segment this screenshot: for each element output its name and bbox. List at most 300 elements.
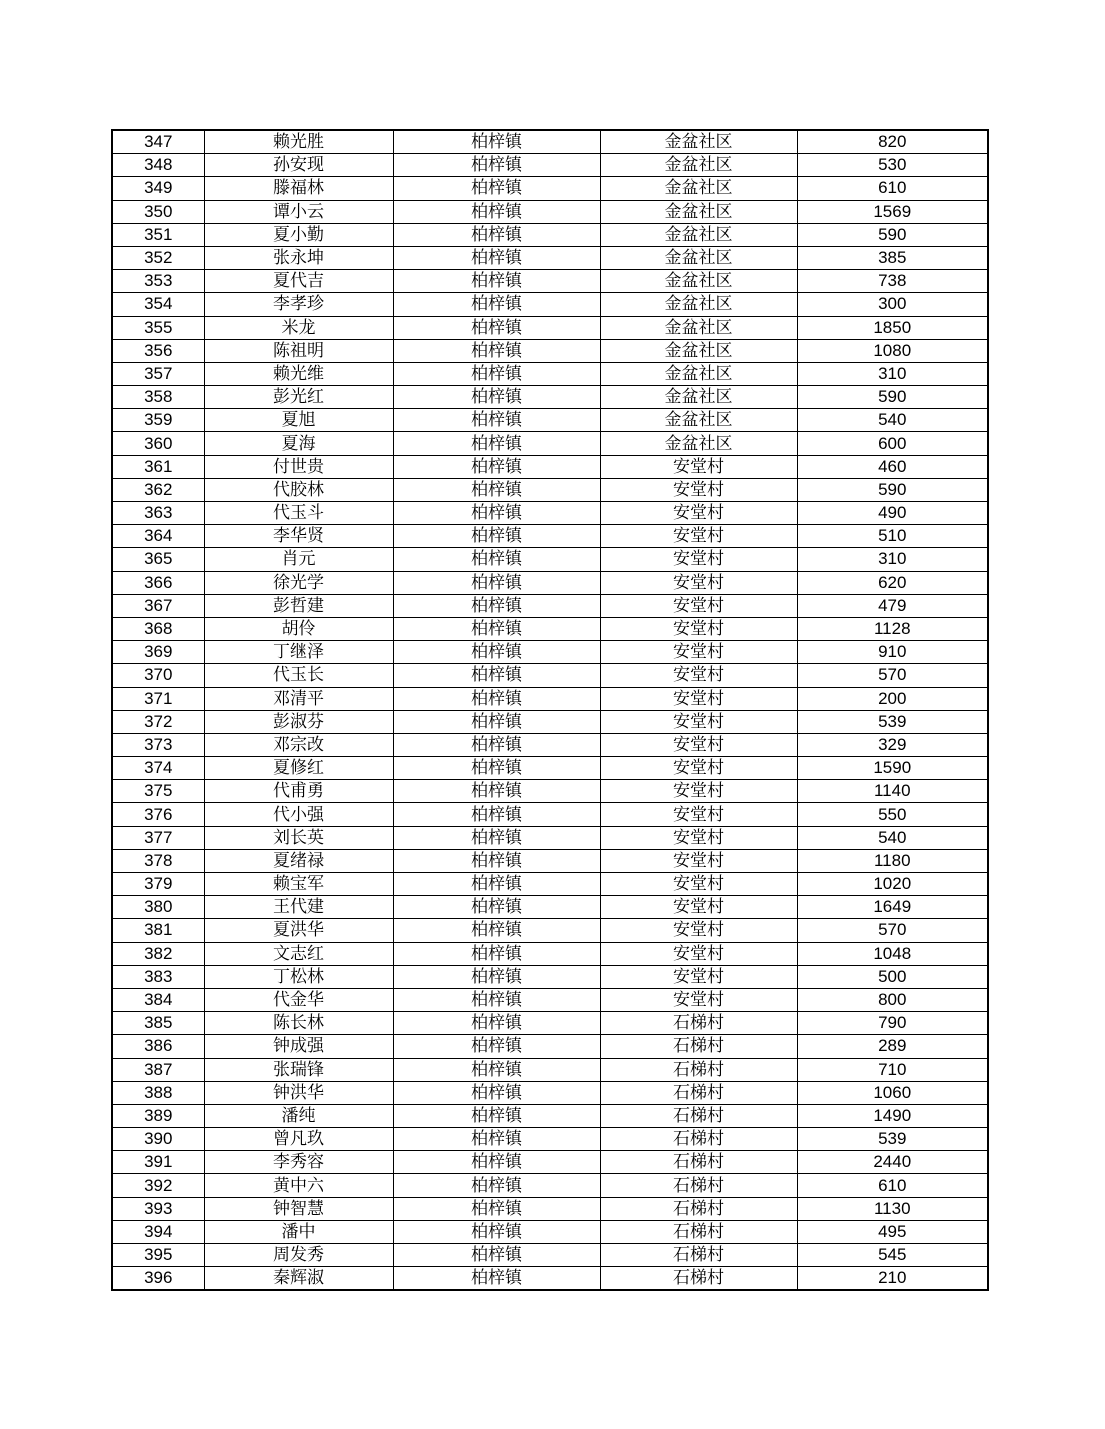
name-cell: 邓清平 (204, 687, 393, 710)
village-cell: 金盆社区 (600, 177, 797, 200)
town-cell: 柏梓镇 (393, 710, 600, 733)
village-cell: 金盆社区 (600, 223, 797, 246)
amount-cell: 570 (797, 664, 988, 687)
town-cell: 柏梓镇 (393, 664, 600, 687)
village-cell: 石梯村 (600, 1267, 797, 1291)
row-number-cell: 376 (112, 803, 204, 826)
name-cell: 夏洪华 (204, 919, 393, 942)
name-cell: 钟洪华 (204, 1081, 393, 1104)
village-cell: 石梯村 (600, 1197, 797, 1220)
table-row (112, 386, 988, 409)
table-row (112, 873, 988, 896)
village-cell: 安堂村 (600, 502, 797, 525)
name-cell: 代甫勇 (204, 780, 393, 803)
row-number-cell: 359 (112, 409, 204, 432)
table-row (112, 641, 988, 664)
town-cell: 柏梓镇 (393, 641, 600, 664)
town-cell: 柏梓镇 (393, 919, 600, 942)
town-cell: 柏梓镇 (393, 293, 600, 316)
village-cell: 金盆社区 (600, 362, 797, 385)
table-row (112, 502, 988, 525)
town-cell: 柏梓镇 (393, 455, 600, 478)
amount-cell: 210 (797, 1267, 988, 1291)
table-row (112, 896, 988, 919)
row-number-cell: 351 (112, 223, 204, 246)
town-cell: 柏梓镇 (393, 873, 600, 896)
name-cell: 邓宗改 (204, 733, 393, 756)
town-cell: 柏梓镇 (393, 1151, 600, 1174)
town-cell: 柏梓镇 (393, 432, 600, 455)
row-number-cell: 371 (112, 687, 204, 710)
name-cell: 赖宝军 (204, 873, 393, 896)
table-row (112, 409, 988, 432)
amount-cell: 710 (797, 1058, 988, 1081)
row-number-cell: 353 (112, 270, 204, 293)
row-number-cell: 386 (112, 1035, 204, 1058)
amount-cell: 1130 (797, 1197, 988, 1220)
village-cell: 安堂村 (600, 873, 797, 896)
amount-cell: 1590 (797, 757, 988, 780)
town-cell: 柏梓镇 (393, 965, 600, 988)
town-cell: 柏梓镇 (393, 386, 600, 409)
village-cell: 安堂村 (600, 455, 797, 478)
amount-cell: 1048 (797, 942, 988, 965)
table-row (112, 455, 988, 478)
table-row (112, 1081, 988, 1104)
village-cell: 安堂村 (600, 988, 797, 1011)
row-number-cell: 368 (112, 617, 204, 640)
row-number-cell: 356 (112, 339, 204, 362)
town-cell: 柏梓镇 (393, 1244, 600, 1267)
row-number-cell: 362 (112, 478, 204, 501)
village-cell: 安堂村 (600, 641, 797, 664)
amount-cell: 530 (797, 154, 988, 177)
name-cell: 秦辉淑 (204, 1267, 393, 1291)
table-row (112, 1220, 988, 1243)
village-cell: 安堂村 (600, 849, 797, 872)
name-cell: 肖元 (204, 548, 393, 571)
table-row (112, 362, 988, 385)
village-cell: 金盆社区 (600, 154, 797, 177)
village-cell: 石梯村 (600, 1128, 797, 1151)
town-cell: 柏梓镇 (393, 1267, 600, 1291)
amount-cell: 1649 (797, 896, 988, 919)
village-cell: 安堂村 (600, 617, 797, 640)
table-row (112, 1197, 988, 1220)
row-number-cell: 382 (112, 942, 204, 965)
village-cell: 石梯村 (600, 1104, 797, 1127)
village-cell: 石梯村 (600, 1220, 797, 1243)
amount-cell: 310 (797, 362, 988, 385)
table-row (112, 246, 988, 269)
name-cell: 彭光红 (204, 386, 393, 409)
amount-cell: 590 (797, 223, 988, 246)
village-cell: 安堂村 (600, 896, 797, 919)
amount-cell: 500 (797, 965, 988, 988)
amount-cell: 610 (797, 1174, 988, 1197)
amount-cell: 620 (797, 571, 988, 594)
village-cell: 金盆社区 (600, 316, 797, 339)
village-cell: 安堂村 (600, 548, 797, 571)
table-row (112, 571, 988, 594)
town-cell: 柏梓镇 (393, 525, 600, 548)
row-number-cell: 354 (112, 293, 204, 316)
town-cell: 柏梓镇 (393, 130, 600, 154)
row-number-cell: 374 (112, 757, 204, 780)
amount-cell: 200 (797, 687, 988, 710)
town-cell: 柏梓镇 (393, 826, 600, 849)
row-number-cell: 387 (112, 1058, 204, 1081)
row-number-cell: 363 (112, 502, 204, 525)
town-cell: 柏梓镇 (393, 849, 600, 872)
amount-cell: 1180 (797, 849, 988, 872)
row-number-cell: 391 (112, 1151, 204, 1174)
amount-cell: 540 (797, 409, 988, 432)
row-number-cell: 358 (112, 386, 204, 409)
amount-cell: 539 (797, 710, 988, 733)
village-cell: 石梯村 (600, 1174, 797, 1197)
table-row (112, 339, 988, 362)
name-cell: 文志红 (204, 942, 393, 965)
village-cell: 石梯村 (600, 1151, 797, 1174)
name-cell: 代玉长 (204, 664, 393, 687)
amount-cell: 385 (797, 246, 988, 269)
table-row (112, 177, 988, 200)
table-row (112, 826, 988, 849)
village-cell: 金盆社区 (600, 386, 797, 409)
amount-cell: 545 (797, 1244, 988, 1267)
name-cell: 王代建 (204, 896, 393, 919)
name-cell: 谭小云 (204, 200, 393, 223)
village-cell: 安堂村 (600, 687, 797, 710)
row-number-cell: 347 (112, 130, 204, 154)
amount-cell: 495 (797, 1220, 988, 1243)
amount-cell: 1128 (797, 617, 988, 640)
row-number-cell: 395 (112, 1244, 204, 1267)
amount-cell: 300 (797, 293, 988, 316)
village-cell: 安堂村 (600, 803, 797, 826)
amount-cell: 570 (797, 919, 988, 942)
village-cell: 安堂村 (600, 525, 797, 548)
town-cell: 柏梓镇 (393, 316, 600, 339)
table-row (112, 1128, 988, 1151)
town-cell: 柏梓镇 (393, 571, 600, 594)
amount-cell: 610 (797, 177, 988, 200)
amount-cell: 310 (797, 548, 988, 571)
name-cell: 代玉斗 (204, 502, 393, 525)
row-number-cell: 349 (112, 177, 204, 200)
row-number-cell: 384 (112, 988, 204, 1011)
table-row (112, 478, 988, 501)
town-cell: 柏梓镇 (393, 803, 600, 826)
row-number-cell: 394 (112, 1220, 204, 1243)
village-cell: 石梯村 (600, 1058, 797, 1081)
town-cell: 柏梓镇 (393, 942, 600, 965)
name-cell: 曾凡玖 (204, 1128, 393, 1151)
name-cell: 张瑞锋 (204, 1058, 393, 1081)
name-cell: 钟成强 (204, 1035, 393, 1058)
village-cell: 石梯村 (600, 1035, 797, 1058)
name-cell: 代小强 (204, 803, 393, 826)
name-cell: 胡伶 (204, 617, 393, 640)
row-number-cell: 381 (112, 919, 204, 942)
table-row (112, 130, 988, 154)
village-cell: 金盆社区 (600, 432, 797, 455)
table-row (112, 1267, 988, 1291)
town-cell: 柏梓镇 (393, 594, 600, 617)
row-number-cell: 393 (112, 1197, 204, 1220)
row-number-cell: 390 (112, 1128, 204, 1151)
table-row (112, 780, 988, 803)
row-number-cell: 372 (112, 710, 204, 733)
name-cell: 夏绪禄 (204, 849, 393, 872)
row-number-cell: 357 (112, 362, 204, 385)
table-row (112, 757, 988, 780)
row-number-cell: 396 (112, 1267, 204, 1291)
town-cell: 柏梓镇 (393, 200, 600, 223)
name-cell: 彭淑芬 (204, 710, 393, 733)
table-row (112, 316, 988, 339)
amount-cell: 289 (797, 1035, 988, 1058)
village-cell: 石梯村 (600, 1081, 797, 1104)
table-row (112, 733, 988, 756)
town-cell: 柏梓镇 (393, 409, 600, 432)
row-number-cell: 377 (112, 826, 204, 849)
table-row (112, 803, 988, 826)
town-cell: 柏梓镇 (393, 223, 600, 246)
town-cell: 柏梓镇 (393, 733, 600, 756)
row-number-cell: 392 (112, 1174, 204, 1197)
table-row (112, 965, 988, 988)
row-number-cell: 389 (112, 1104, 204, 1127)
table-row (112, 525, 988, 548)
row-number-cell: 360 (112, 432, 204, 455)
name-cell: 徐光学 (204, 571, 393, 594)
table-row (112, 1174, 988, 1197)
name-cell: 滕福林 (204, 177, 393, 200)
village-cell: 安堂村 (600, 594, 797, 617)
amount-cell: 790 (797, 1012, 988, 1035)
name-cell: 刘长英 (204, 826, 393, 849)
name-cell: 李华贤 (204, 525, 393, 548)
table-row (112, 548, 988, 571)
amount-cell: 1060 (797, 1081, 988, 1104)
amount-cell: 590 (797, 478, 988, 501)
table-row (112, 1012, 988, 1035)
village-cell: 安堂村 (600, 942, 797, 965)
town-cell: 柏梓镇 (393, 1081, 600, 1104)
amount-cell: 820 (797, 130, 988, 154)
name-cell: 赖光胜 (204, 130, 393, 154)
table-row (112, 200, 988, 223)
name-cell: 夏代吉 (204, 270, 393, 293)
town-cell: 柏梓镇 (393, 270, 600, 293)
amount-cell: 1020 (797, 873, 988, 896)
name-cell: 李孝珍 (204, 293, 393, 316)
town-cell: 柏梓镇 (393, 548, 600, 571)
row-number-cell: 383 (112, 965, 204, 988)
table-row (112, 594, 988, 617)
village-cell: 金盆社区 (600, 130, 797, 154)
table-row (112, 1104, 988, 1127)
town-cell: 柏梓镇 (393, 1012, 600, 1035)
name-cell: 夏小勤 (204, 223, 393, 246)
town-cell: 柏梓镇 (393, 617, 600, 640)
village-cell: 安堂村 (600, 965, 797, 988)
name-cell: 孙安现 (204, 154, 393, 177)
name-cell: 代金华 (204, 988, 393, 1011)
village-cell: 安堂村 (600, 733, 797, 756)
village-cell: 金盆社区 (600, 293, 797, 316)
town-cell: 柏梓镇 (393, 988, 600, 1011)
amount-cell: 1080 (797, 339, 988, 362)
table-row (112, 988, 988, 1011)
village-cell: 安堂村 (600, 780, 797, 803)
amount-cell: 329 (797, 733, 988, 756)
table-row (112, 1244, 988, 1267)
data-table (111, 129, 989, 1291)
amount-cell: 738 (797, 270, 988, 293)
row-number-cell: 367 (112, 594, 204, 617)
amount-cell: 2440 (797, 1151, 988, 1174)
row-number-cell: 370 (112, 664, 204, 687)
name-cell: 付世贵 (204, 455, 393, 478)
town-cell: 柏梓镇 (393, 177, 600, 200)
name-cell: 丁松林 (204, 965, 393, 988)
table-row (112, 664, 988, 687)
table-row (112, 270, 988, 293)
name-cell: 李秀容 (204, 1151, 393, 1174)
row-number-cell: 379 (112, 873, 204, 896)
row-number-cell: 355 (112, 316, 204, 339)
row-number-cell: 352 (112, 246, 204, 269)
town-cell: 柏梓镇 (393, 1220, 600, 1243)
table-row (112, 293, 988, 316)
table-row (112, 1058, 988, 1081)
amount-cell: 1850 (797, 316, 988, 339)
town-cell: 柏梓镇 (393, 246, 600, 269)
name-cell: 黄中六 (204, 1174, 393, 1197)
amount-cell: 800 (797, 988, 988, 1011)
village-cell: 石梯村 (600, 1244, 797, 1267)
amount-cell: 479 (797, 594, 988, 617)
town-cell: 柏梓镇 (393, 780, 600, 803)
name-cell: 夏旭 (204, 409, 393, 432)
village-cell: 安堂村 (600, 757, 797, 780)
row-number-cell: 365 (112, 548, 204, 571)
table-row (112, 223, 988, 246)
row-number-cell: 369 (112, 641, 204, 664)
row-number-cell: 380 (112, 896, 204, 919)
town-cell: 柏梓镇 (393, 1104, 600, 1127)
town-cell: 柏梓镇 (393, 1058, 600, 1081)
amount-cell: 1490 (797, 1104, 988, 1127)
village-cell: 安堂村 (600, 571, 797, 594)
table-row (112, 617, 988, 640)
table-row (112, 1035, 988, 1058)
table-row (112, 1151, 988, 1174)
town-cell: 柏梓镇 (393, 362, 600, 385)
row-number-cell: 361 (112, 455, 204, 478)
village-cell: 安堂村 (600, 478, 797, 501)
town-cell: 柏梓镇 (393, 1128, 600, 1151)
town-cell: 柏梓镇 (393, 154, 600, 177)
name-cell: 潘中 (204, 1220, 393, 1243)
village-cell: 金盆社区 (600, 246, 797, 269)
name-cell: 丁继泽 (204, 641, 393, 664)
town-cell: 柏梓镇 (393, 502, 600, 525)
row-number-cell: 388 (112, 1081, 204, 1104)
town-cell: 柏梓镇 (393, 687, 600, 710)
amount-cell: 910 (797, 641, 988, 664)
name-cell: 代胶林 (204, 478, 393, 501)
town-cell: 柏梓镇 (393, 1035, 600, 1058)
amount-cell: 539 (797, 1128, 988, 1151)
amount-cell: 460 (797, 455, 988, 478)
village-cell: 石梯村 (600, 1012, 797, 1035)
table-row (112, 919, 988, 942)
town-cell: 柏梓镇 (393, 757, 600, 780)
town-cell: 柏梓镇 (393, 1174, 600, 1197)
town-cell: 柏梓镇 (393, 1197, 600, 1220)
village-cell: 安堂村 (600, 710, 797, 733)
name-cell: 钟智慧 (204, 1197, 393, 1220)
town-cell: 柏梓镇 (393, 478, 600, 501)
village-cell: 安堂村 (600, 919, 797, 942)
amount-cell: 540 (797, 826, 988, 849)
name-cell: 张永坤 (204, 246, 393, 269)
row-number-cell: 348 (112, 154, 204, 177)
row-number-cell: 373 (112, 733, 204, 756)
row-number-cell: 375 (112, 780, 204, 803)
table-row (112, 849, 988, 872)
name-cell: 陈长林 (204, 1012, 393, 1035)
table-row (112, 942, 988, 965)
village-cell: 金盆社区 (600, 409, 797, 432)
name-cell: 彭哲建 (204, 594, 393, 617)
town-cell: 柏梓镇 (393, 896, 600, 919)
name-cell: 夏海 (204, 432, 393, 455)
row-number-cell: 378 (112, 849, 204, 872)
village-cell: 安堂村 (600, 664, 797, 687)
row-number-cell: 385 (112, 1012, 204, 1035)
name-cell: 周发秀 (204, 1244, 393, 1267)
table-body (112, 130, 988, 1290)
amount-cell: 1140 (797, 780, 988, 803)
row-number-cell: 366 (112, 571, 204, 594)
village-cell: 金盆社区 (600, 339, 797, 362)
amount-cell: 1569 (797, 200, 988, 223)
amount-cell: 600 (797, 432, 988, 455)
amount-cell: 550 (797, 803, 988, 826)
village-cell: 金盆社区 (600, 270, 797, 293)
row-number-cell: 364 (112, 525, 204, 548)
table-row (112, 687, 988, 710)
amount-cell: 590 (797, 386, 988, 409)
town-cell: 柏梓镇 (393, 339, 600, 362)
row-number-cell: 350 (112, 200, 204, 223)
name-cell: 夏修红 (204, 757, 393, 780)
village-cell: 金盆社区 (600, 200, 797, 223)
amount-cell: 490 (797, 502, 988, 525)
village-cell: 安堂村 (600, 826, 797, 849)
name-cell: 潘纯 (204, 1104, 393, 1127)
amount-cell: 510 (797, 525, 988, 548)
table-row (112, 432, 988, 455)
table-row (112, 710, 988, 733)
name-cell: 陈祖明 (204, 339, 393, 362)
table-row (112, 154, 988, 177)
